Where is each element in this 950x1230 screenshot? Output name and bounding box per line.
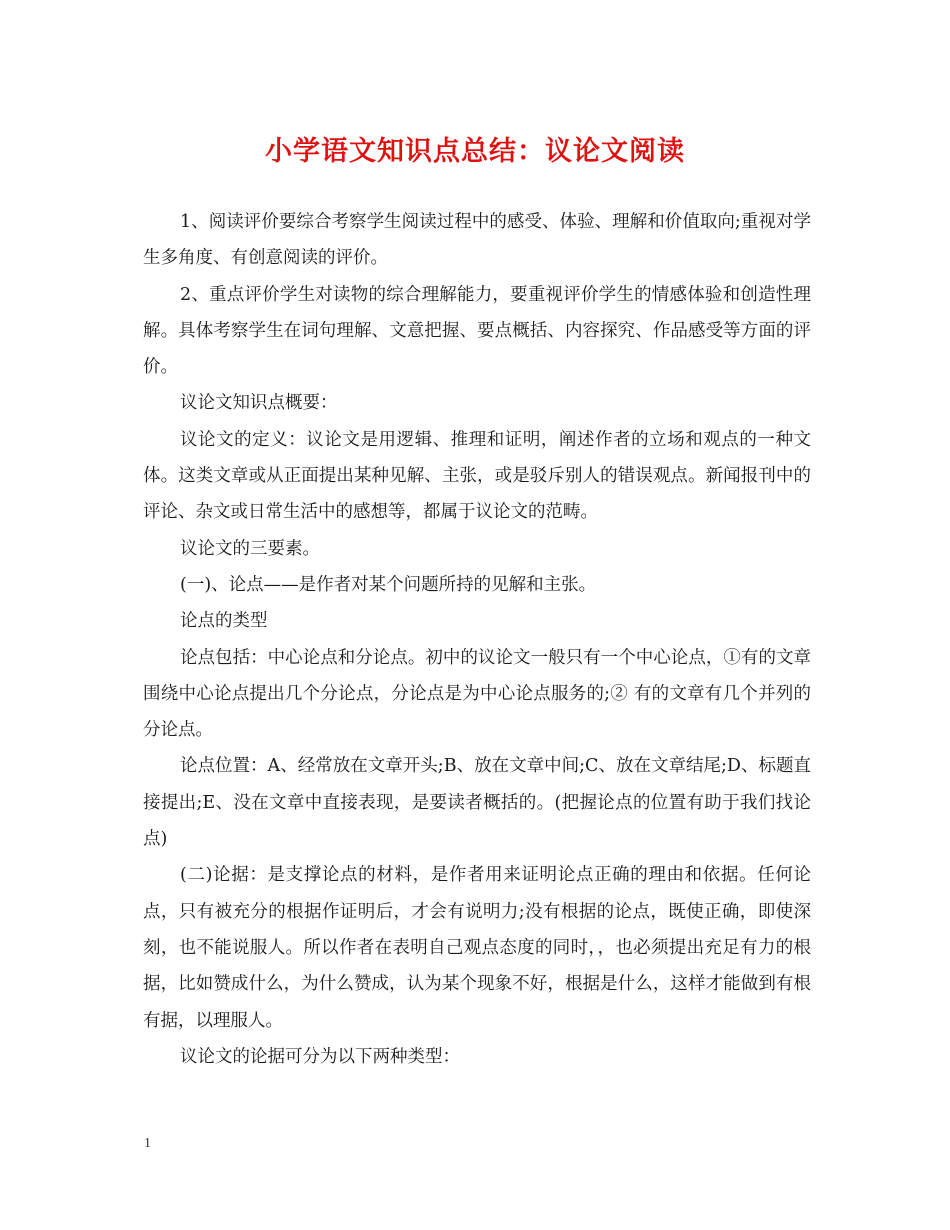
paragraph-2: 2、重点评价学生对读物的综合理解能力，要重视评价学生的情感体验和创造性理解。具体考察学生在词句理解、文意把握、要点概括、内容探究、作品感受等方面的评价。 [143,284,811,378]
document-title: 小学语文知识点总结：议论文阅读 [265,136,685,167]
paragraph-9: 论点位置：A、经常放在文章开头;B、放在文章中间;C、放在文章结尾;D、标题直接提出;E、没在文章中直接表现，是要读者概括的。(把握论点的位置有助于我们找论点) [143,756,811,850]
paragraph-11: 议论文的论据可分为以下两种类型： [180,1046,460,1067]
paragraph-8: 论点包括：中心论点和分论点。初中的议论文一般只有一个中心论点，①有的文章围绕中心论点提出几个分论点，分论点是为中心论点服务的;② 有的文章有几个并列的分论点。 [143,647,811,741]
document-body [143,204,811,1075]
paragraph-6: (一)、论点——是作者对某个问题所持的见解和主张。 [180,574,597,595]
paragraph-1: 1、阅读评价要综合考察学生阅读过程中的感受、体验、理解和价值取向;重视对学生多角度、有创意阅读的评价。 [143,212,811,269]
paragraph-4: 议论文的定义：议论文是用逻辑、推理和证明，阐述作者的立场和观点的一种文体。这类文章或从正面提出某种见解、主张，或是驳斥别人的错误观点。新闻报刊中的评论、杂文或日常生活中的感想等，都属于议论文的范畴。 [143,429,811,523]
paragraph-3: 议论文知识点概要： [180,393,338,414]
paragraph-7: 论点的类型 [180,611,268,632]
page-number: 1 [144,1136,151,1151]
paragraph-10: (二)论据：是支撑论点的材料，是作者用来证明论点正确的理由和依据。任何论点，只有被充分的根据作证明后，才会有说明力;没有根据的论点，既使正确，即使深刻，也不能说服人。所以作者在表明自己观点态度的同时，，也必须提出充足有力的根据，比如赞成什么，为什么赞成，认为某个现象不好，根据是什么，这样才能做到有根有据，以理服人。 [143,865,811,1031]
paragraph-5: 议论文的三要素。 [180,538,320,559]
